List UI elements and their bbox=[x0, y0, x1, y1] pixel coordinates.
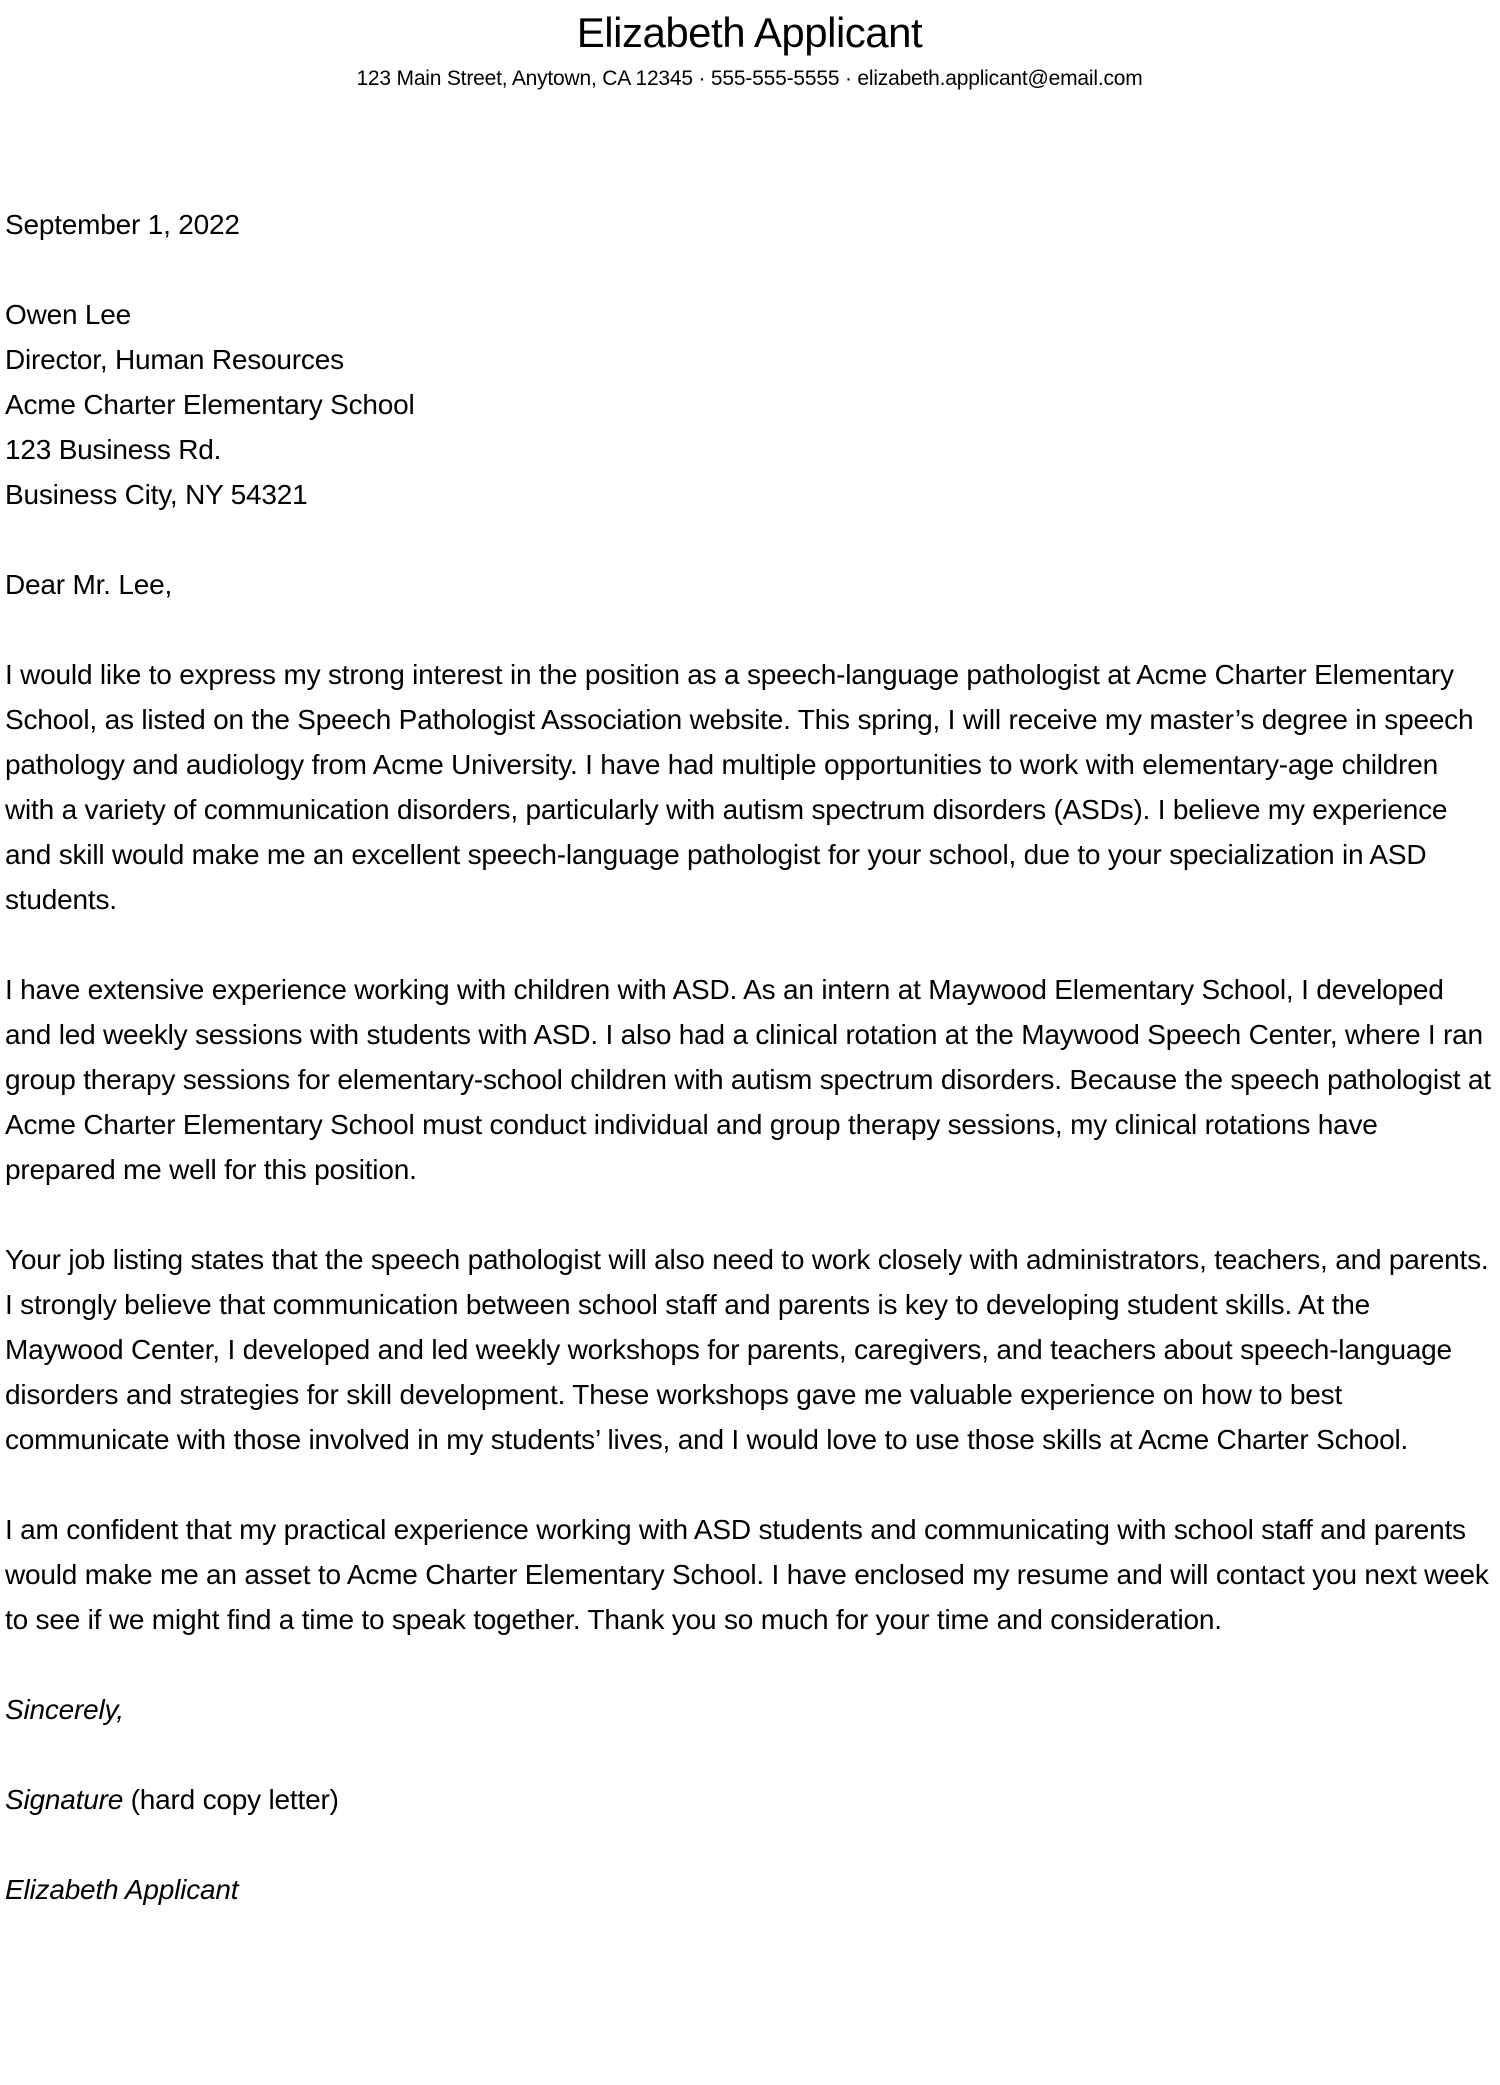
salutation: Dear Mr. Lee, bbox=[5, 569, 173, 600]
recipient-street: 123 Business Rd. bbox=[5, 434, 222, 465]
date-line: September 1, 2022 bbox=[5, 209, 240, 240]
letter-header bbox=[5, 8, 1494, 92]
applicant-name: Elizabeth Applicant bbox=[576, 9, 923, 56]
recipient-name: Owen Lee bbox=[5, 299, 132, 330]
body-paragraph-4: I am confident that my practical experience working with ASD students and communicating with school staff and parents would make me an asset to Acme Charter Elementary School. I have enclosed my resume and will contact you next week to see if we might find a time to speak together. Thank you so much for your time and consideration. bbox=[5, 1514, 1489, 1635]
valediction: Sincerely, bbox=[5, 1694, 124, 1725]
body-paragraph-3: Your job listing states that the speech pathologist will also need to work closely with administrators, teachers, and parents. I strongly believe that communication between school staff and parents is key to developing student skills. At the Maywood Center, I developed and led weekly workshops for parents, caregivers, and teachers about speech-language disorders and strategies for skill development. These workshops gave me valuable experience on how to best communicate with those involved in my students’ lives, and I would love to use those skills at Acme Charter School. bbox=[5, 1244, 1489, 1455]
body-paragraph-2: I have extensive experience working with children with ASD. As an intern at Maywood Elementary School, I developed and led weekly sessions with students with ASD. I also had a clinical rotation at the Maywood Speech Center, where I ran group therapy sessions for elementary-school children with autism spectrum disorders. Because the speech pathologist at Acme Charter Elementary School must conduct individual and group therapy sessions, my clinical rotations have prepared me well for this position. bbox=[5, 974, 1491, 1185]
recipient-city-state-zip: Business City, NY 54321 bbox=[5, 479, 308, 510]
signature-note: (hard copy letter) bbox=[130, 1784, 339, 1815]
recipient-address bbox=[5, 292, 1494, 517]
recipient-organization: Acme Charter Elementary School bbox=[5, 389, 415, 420]
typed-name: Elizabeth Applicant bbox=[5, 1874, 239, 1905]
recipient-title: Director, Human Resources bbox=[5, 344, 344, 375]
signature-line bbox=[5, 1777, 1494, 1822]
body-paragraph-1: I would like to express my strong interest in the position as a speech-language pathologist at Acme Charter Elementary School, as listed on the Speech Pathologist Association website. This spring, I will receive my master’s degree in speech pathology and audiology from Acme University. I have had multiple opportunities to work with elementary-age children with a variety of communication disorders, particularly with autism spectrum disorders (ASDs). I believe my experience and skill would make me an excellent speech-language pathologist for your school, due to your specialization in ASD students. bbox=[5, 659, 1474, 915]
contact-line: 123 Main Street, Anytown, CA 12345 · 555-555-5555 · elizabeth.applicant@email.com bbox=[356, 67, 1143, 90]
signature-label: Signature bbox=[5, 1784, 124, 1815]
